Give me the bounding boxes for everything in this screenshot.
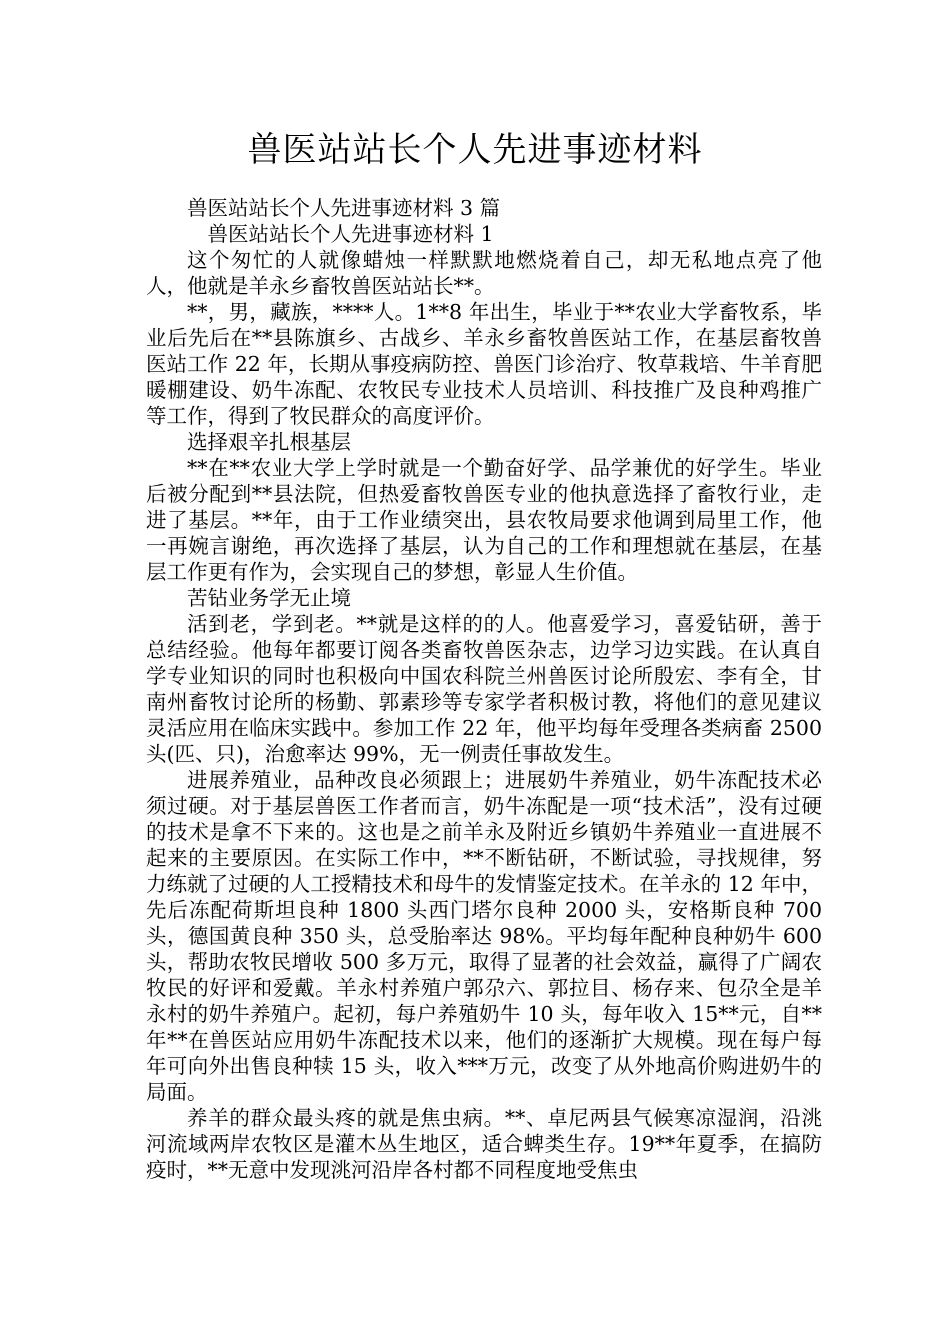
document-title: 兽医站站长个人先进事迹材料 xyxy=(247,130,703,170)
section-heading: 选择艰辛扎根基层 xyxy=(187,430,351,454)
article-heading: 兽医站站长个人先进事迹材料 1 xyxy=(207,222,494,246)
collection-heading: 兽医站站长个人先进事迹材料 3 篇 xyxy=(187,196,501,220)
body-paragraph: 养羊的群众最头疼的就是焦虫病。**、卓尼两县气候寒凉湿润，沿洮河流域两岸农牧区是灌木丛生地区，适合蜱类生存。19**年夏季，在搞防疫时，**无意中发现洮河沿岸各村都不同程度地受焦虫 xyxy=(146,1106,822,1182)
body-paragraph: 这个匆忙的人就像蜡烛一样默默地燃烧着自己，却无私地点亮了他人，他就是羊永乡畜牧兽医站站长**。 xyxy=(146,248,822,298)
body-paragraph: **，男，藏族，****人。1**8 年出生，毕业于**农业大学畜牧系，毕业后先后在**县陈旗乡、古战乡、羊永乡畜牧兽医站工作，在基层畜牧兽医站工作 22 年，长期从事疫病防控、兽医门诊治疗、牧草栽培、牛羊育肥暖棚建设、奶牛冻配、农牧民专业技术人员培训、科技推广及良种鸡推广等工作，得到了牧民群众的高度评价。 xyxy=(146,300,822,428)
body-paragraph: 活到老，学到老。**就是这样的的人。他喜爱学习，喜爱钻研，善于总结经验。他每年都要订阅各类畜牧兽医杂志，边学习边实践。在认真自学专业知识的同时也积极向中国农科院兰州兽医讨论所殷宏、李有全，甘南州畜牧讨论所的杨勤、郭素珍等专家学者积极讨教，将他们的意见建议灵活应用在临床实践中。参加工作 22 年，他平均每年受理各类病畜 2500 头(匹、只)，治愈率达 99%，无一例责任事故发生。 xyxy=(146,612,822,766)
body-paragraph: 进展养殖业，品种改良必须跟上；进展奶牛养殖业，奶牛冻配技术必须过硬。对于基层兽医工作者而言，奶牛冻配是一项“技术活”，没有过硬的技术是拿不下来的。这也是之前羊永及附近乡镇奶牛养殖业一直进展不起来的主要原因。在实际工作中，**不断钻研，不断试验，寻找规律，努力练就了过硬的人工授精技术和母牛的发情鉴定技术。在羊永的 12 年中，先后冻配荷斯坦良种 1800 头西门塔尔良种 2000 头，安格斯良种 700 头，德国黄良种 350 头，总受胎率达 98%。平均每年配种良种奶牛 600 头，帮助农牧民增收 500 多万元，取得了显著的社会效益，赢得了广阔农牧民的好评和爱戴。羊永村养殖户郭尕六、郭拉目、杨存来、包尕全是羊永村的奶牛养殖户。起初，每户养殖奶牛 10 头，每年收入 15**元，自**年**在兽医站应用奶牛冻配技术以来，他们的逐渐扩大规模。现在每户每年可向外出售良种犊 15 头，收入***万元，改变了从外地高价购进奶牛的局面。 xyxy=(146,768,822,1104)
body-paragraph: **在**农业大学上学时就是一个勤奋好学、品学兼优的好学生。毕业后被分配到**县法院，但热爱畜牧兽医专业的他执意选择了畜牧行业，走进了基层。**年，由于工作业绩突出，县农牧局要求他调到局里工作，他一再婉言谢绝，再次选择了基层，认为自己的工作和理想就在基层，在基层工作更有作为，会实现自己的梦想，彰显人生价值。 xyxy=(146,456,822,584)
document-body xyxy=(146,195,822,1183)
section-heading: 苦钻业务学无止境 xyxy=(187,586,351,610)
